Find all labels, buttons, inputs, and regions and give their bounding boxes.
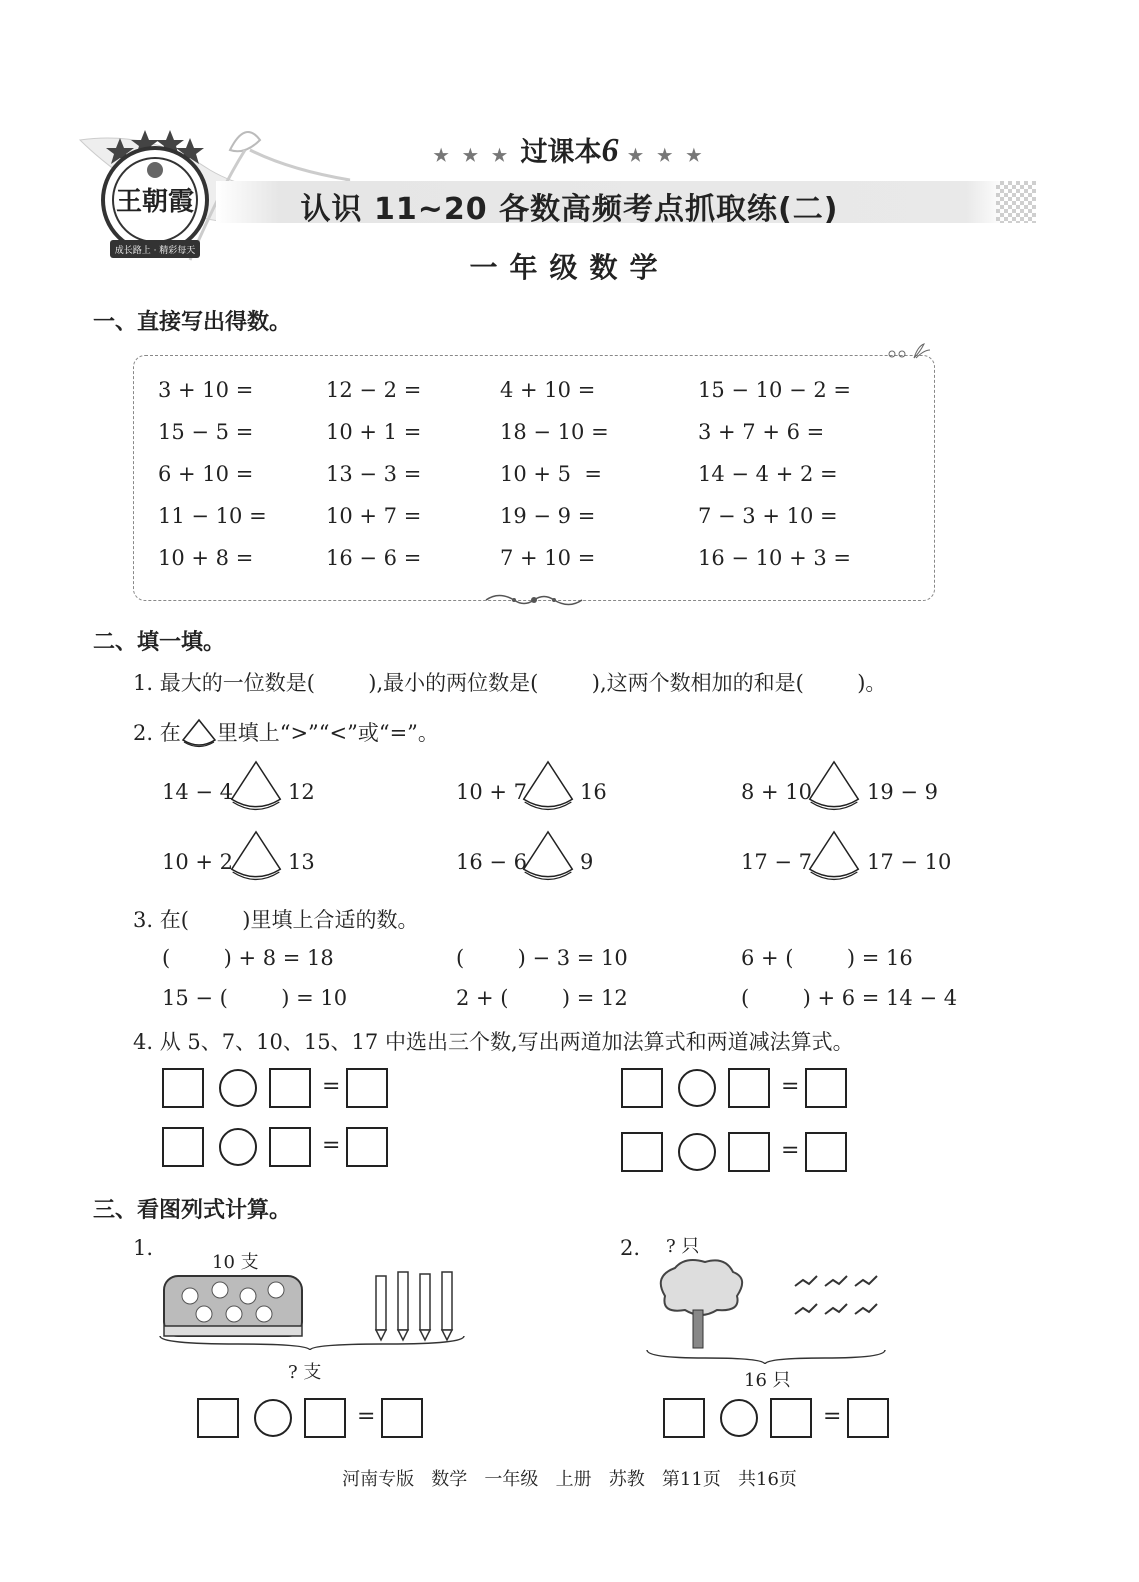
equation-item: 6 + 10 = (158, 462, 254, 486)
equation-item: 11 − 10 = (158, 504, 267, 528)
equation-item: 3 + 10 = (158, 378, 254, 402)
svg-text:成长路上 · 精彩每天: 成长路上 · 精彩每天 (114, 246, 196, 256)
fill-blank-item[interactable]: 15 − ( ) = 10 (162, 986, 348, 1010)
answer-box-q4[interactable] (621, 1068, 663, 1108)
fill-blank-item[interactable]: 2 + ( ) = 12 (456, 986, 628, 1010)
question-1: 1. 最大的一位数是( ),最小的两位数是( ),这两个数相加的和是( )。 (133, 671, 887, 695)
equation-item: 15 − 10 − 2 = (698, 378, 851, 402)
fill-blank-item[interactable]: 6 + ( ) = 16 (741, 946, 913, 970)
answer-box-p1[interactable] (381, 1398, 423, 1438)
answer-box-p2[interactable] (770, 1398, 812, 1438)
compare-fan-input[interactable] (520, 830, 576, 886)
pencil-case-illustration (158, 1268, 468, 1350)
fill-blank-item[interactable]: ( ) + 8 = 18 (162, 946, 334, 970)
equation-item: 14 − 4 + 2 = (698, 462, 838, 486)
answer-box-q4[interactable] (269, 1127, 311, 1167)
page-footer: 河南专版 数学 一年级 上册 苏教 第11页 共16页 (342, 1469, 797, 1490)
flourish-icon (484, 591, 584, 609)
compare-fan-input[interactable] (806, 830, 862, 886)
compare-fan-input[interactable] (520, 760, 576, 816)
equation-item: 12 − 2 = (326, 378, 422, 402)
question-3: 3. 在( )里填上合适的数。 (133, 908, 419, 932)
section1-heading: 一、直接写出得数。 (93, 310, 292, 335)
equation-item: 16 − 6 = (326, 546, 422, 570)
answer-box-p2[interactable] (663, 1398, 705, 1438)
problem-1-bottom-label: ? 支 (288, 1362, 322, 1383)
equation-item: 10 + 5 = (500, 462, 602, 486)
answer-box-q4[interactable] (805, 1068, 847, 1108)
problem-1-top-label: 10 支 (212, 1252, 259, 1273)
operator-circle-q4[interactable] (219, 1128, 257, 1166)
operator-circle-q4[interactable] (678, 1069, 716, 1107)
equals-sign: = (322, 1133, 341, 1158)
equation-item: 15 − 5 = (158, 420, 254, 444)
equation-item: 3 + 7 + 6 = (698, 420, 825, 444)
problem-1-number: 1. (133, 1236, 154, 1260)
equation-item: 13 − 3 = (326, 462, 422, 486)
sprout-icon (884, 340, 934, 360)
answer-box-q4[interactable] (728, 1068, 770, 1108)
compare-right: 19 − 9 (867, 780, 939, 804)
answer-box-q4[interactable] (621, 1132, 663, 1172)
compare-fan-input[interactable] (806, 760, 862, 816)
problem-2-top-label: ? 只 (666, 1236, 700, 1257)
compare-right: 16 (580, 780, 607, 804)
compare-left: 10 + 2 (162, 850, 234, 874)
answer-box-q4[interactable] (728, 1132, 770, 1172)
answer-box-p2[interactable] (847, 1398, 889, 1438)
compare-right: 13 (288, 850, 315, 874)
tree-birds-illustration (645, 1256, 890, 1364)
answer-box-q4[interactable] (269, 1068, 311, 1108)
answer-box-q4[interactable] (805, 1132, 847, 1172)
equation-item: 18 − 10 = (500, 420, 609, 444)
answer-box-p1[interactable] (197, 1398, 239, 1438)
compare-left: 17 − 7 (741, 850, 813, 874)
compare-left: 8 + 10 (741, 780, 813, 804)
compare-right: 9 (580, 850, 594, 874)
equals-sign: = (357, 1404, 376, 1429)
question-4: 4. 从 5、7、10、15、17 中选出三个数,写出两道加法算式和两道减法算式。 (133, 1030, 854, 1054)
logo-text: 王朝霞 (115, 187, 195, 217)
compare-fan-input[interactable] (228, 760, 284, 816)
equation-item: 4 + 10 = (500, 378, 596, 402)
question-2: 2. 在 里填上“>”“<”或“=”。 (133, 717, 439, 748)
operator-circle-q4[interactable] (678, 1133, 716, 1171)
answer-box-q4[interactable] (346, 1068, 388, 1108)
equation-item: 7 + 10 = (500, 546, 596, 570)
equation-item: 16 − 10 + 3 = (698, 546, 851, 570)
fan-icon (181, 718, 217, 748)
compare-left: 16 − 6 (456, 850, 528, 874)
operator-circle-q4[interactable] (219, 1069, 257, 1107)
equals-sign: = (781, 1138, 800, 1163)
page-subtitle: 一年级数学 (469, 251, 670, 284)
section2-heading: 二、填一填。 (93, 630, 226, 655)
compare-left: 10 + 7 (456, 780, 528, 804)
equation-item: 10 + 1 = (326, 420, 422, 444)
equals-sign: = (322, 1074, 341, 1099)
answer-box-q4[interactable] (162, 1127, 204, 1167)
series-title: ★ ★ ★ 过课本6 ★ ★ ★ (433, 132, 706, 169)
fill-blank-item[interactable]: ( ) − 3 = 10 (456, 946, 628, 970)
fill-blank-item[interactable]: ( ) + 6 = 14 − 4 (741, 986, 958, 1010)
operator-circle-p2[interactable] (720, 1399, 758, 1437)
equation-item: 19 − 9 = (500, 504, 596, 528)
compare-right: 12 (288, 780, 315, 804)
compare-fan-input[interactable] (228, 830, 284, 886)
equals-sign: = (781, 1074, 800, 1099)
compare-right: 17 − 10 (867, 850, 952, 874)
compare-left: 14 − 4 (162, 780, 234, 804)
equation-item: 10 + 7 = (326, 504, 422, 528)
answer-box-p1[interactable] (304, 1398, 346, 1438)
problem-2-number: 2. (620, 1236, 641, 1260)
answer-box-q4[interactable] (346, 1127, 388, 1167)
page-title: 认识 11~20 各数高频考点抓取练(二) (300, 192, 839, 227)
operator-circle-p1[interactable] (254, 1399, 292, 1437)
section3-heading: 三、看图列式计算。 (93, 1198, 292, 1223)
problem-2-bottom-label: 16 只 (744, 1370, 791, 1391)
answer-box-q4[interactable] (162, 1068, 204, 1108)
equals-sign: = (823, 1404, 842, 1429)
equation-item: 10 + 8 = (158, 546, 254, 570)
equation-item: 7 − 3 + 10 = (698, 504, 838, 528)
